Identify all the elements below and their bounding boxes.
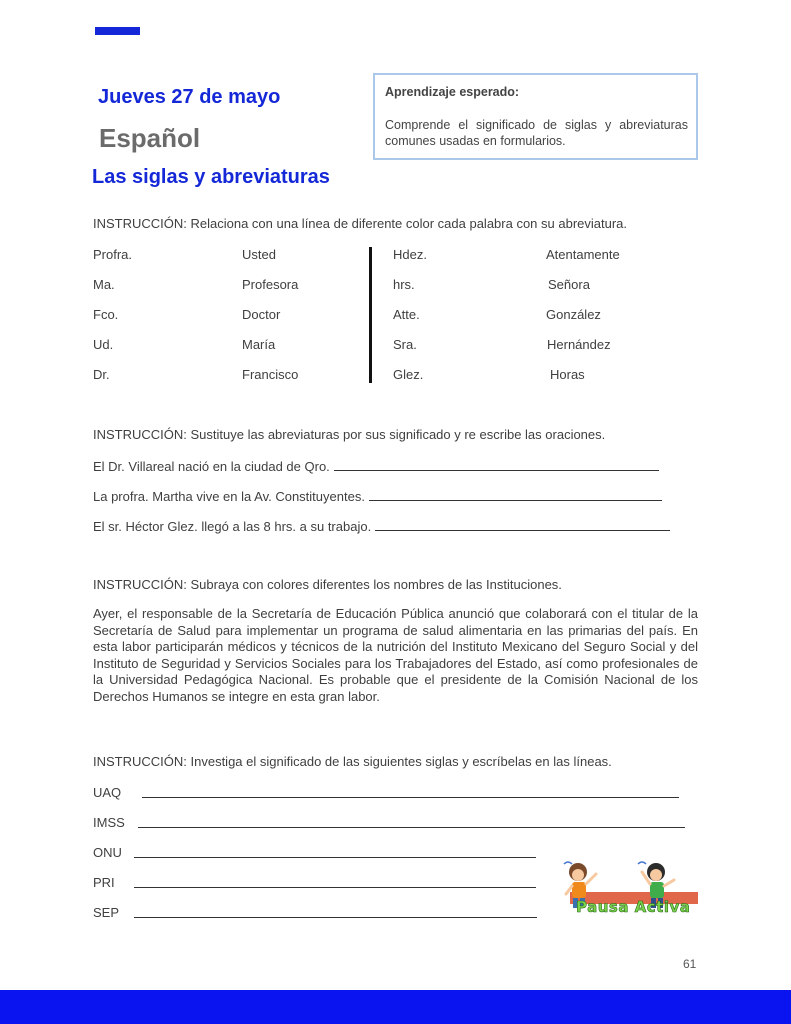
sigla-label: SEP [93, 905, 120, 920]
instruction-subraya: INSTRUCCIÓN: Subraya con colores diferentes los nombres de las Instituciones. [93, 577, 562, 592]
instruction-relaciona: INSTRUCCIÓN: Relaciona con una línea de diferente color cada palabra con su abreviatura. [93, 216, 628, 231]
answer-line[interactable] [369, 488, 662, 501]
left-word: María [242, 337, 276, 352]
sigla-label: ONU [93, 845, 122, 860]
instruction-investiga: INSTRUCCIÓN: Investiga el significado de las siguientes siglas y escríbelas en las líneas. [93, 754, 612, 769]
aprendizaje-text: Comprende el significado de siglas y abreviaturas comunes usadas en formularios. [385, 118, 688, 148]
right-word: Hernández [547, 337, 611, 352]
top-accent-bar [95, 27, 140, 35]
aprendizaje-title: Aprendizaje esperado: [385, 85, 520, 99]
right-word: Señora [548, 277, 590, 292]
pausa-activa-image [562, 858, 702, 918]
page-number: 61 [683, 957, 697, 971]
sentence-text: La profra. Martha vive en la Av. Constituyentes. [93, 489, 365, 504]
left-abbr: Ma. [93, 277, 115, 292]
right-word: Horas [550, 367, 585, 382]
sentence-row [93, 518, 670, 534]
left-abbr: Dr. [93, 367, 110, 382]
pausa-activa-label: Pausa Activa [576, 898, 691, 916]
column-divider [369, 247, 372, 383]
lesson-date: Jueves 27 de mayo [98, 86, 281, 108]
left-abbr: Ud. [93, 337, 114, 352]
right-word: Atentamente [546, 247, 620, 262]
left-abbr: Fco. [93, 307, 119, 322]
sentence-row [93, 488, 662, 504]
subject-title: Español [99, 123, 201, 153]
sigla-label: IMSS [93, 815, 125, 830]
sentence-text: El sr. Héctor Glez. llegó a las 8 hrs. a su trabajo. [93, 519, 372, 534]
institutions-paragraph: Ayer, el responsable de la Secretaría de Educación Pública anunció que colaborará con el titular de la Secretaría de Salud para implementar un programa de salud alimentaria en las primarias del país. En esta labor participarán médicos y técnicos de la nutrición del Instituto Mexicano del Seguro Social y del Instituto de Seguridad y Servicios Sociales para los Trabajadores del Estado, así como profesionales de la Universidad Pedagógica Nacional. Es probable que el presidente de la Comisión Nacional de los Derechos Humanos se integre en esta gran labor. [93, 606, 698, 704]
right-abbr: Glez. [393, 367, 424, 382]
right-word: González [546, 307, 601, 322]
right-abbr: hrs. [393, 277, 415, 292]
instruction-sustituye: INSTRUCCIÓN: Sustituye las abreviaturas por sus significado y re escribe las oraciones. [93, 427, 606, 442]
left-word: Francisco [242, 367, 299, 382]
sigla-label: UAQ [93, 785, 122, 800]
answer-line[interactable] [334, 458, 659, 471]
left-word: Doctor [242, 307, 281, 322]
sentence-row [93, 458, 659, 474]
sentence-text: El Dr. Villareal nació en la ciudad de Qro. [93, 459, 330, 474]
left-abbr: Profra. [93, 247, 133, 262]
right-abbr: Sra. [393, 337, 417, 352]
left-word: Profesora [242, 277, 299, 292]
aprendizaje-esperado-box [373, 73, 698, 160]
topic-title: Las siglas y abreviaturas [92, 166, 330, 188]
answer-line[interactable] [134, 886, 536, 888]
answer-line[interactable] [134, 916, 537, 918]
answer-line[interactable] [134, 856, 536, 858]
answer-line[interactable] [375, 518, 670, 531]
left-word: Usted [242, 247, 276, 262]
right-abbr: Atte. [393, 307, 420, 322]
right-abbr: Hdez. [393, 247, 427, 262]
answer-line[interactable] [142, 796, 679, 798]
sigla-label: PRI [93, 875, 115, 890]
bottom-accent-bar [0, 990, 791, 1024]
answer-line[interactable] [138, 826, 685, 828]
